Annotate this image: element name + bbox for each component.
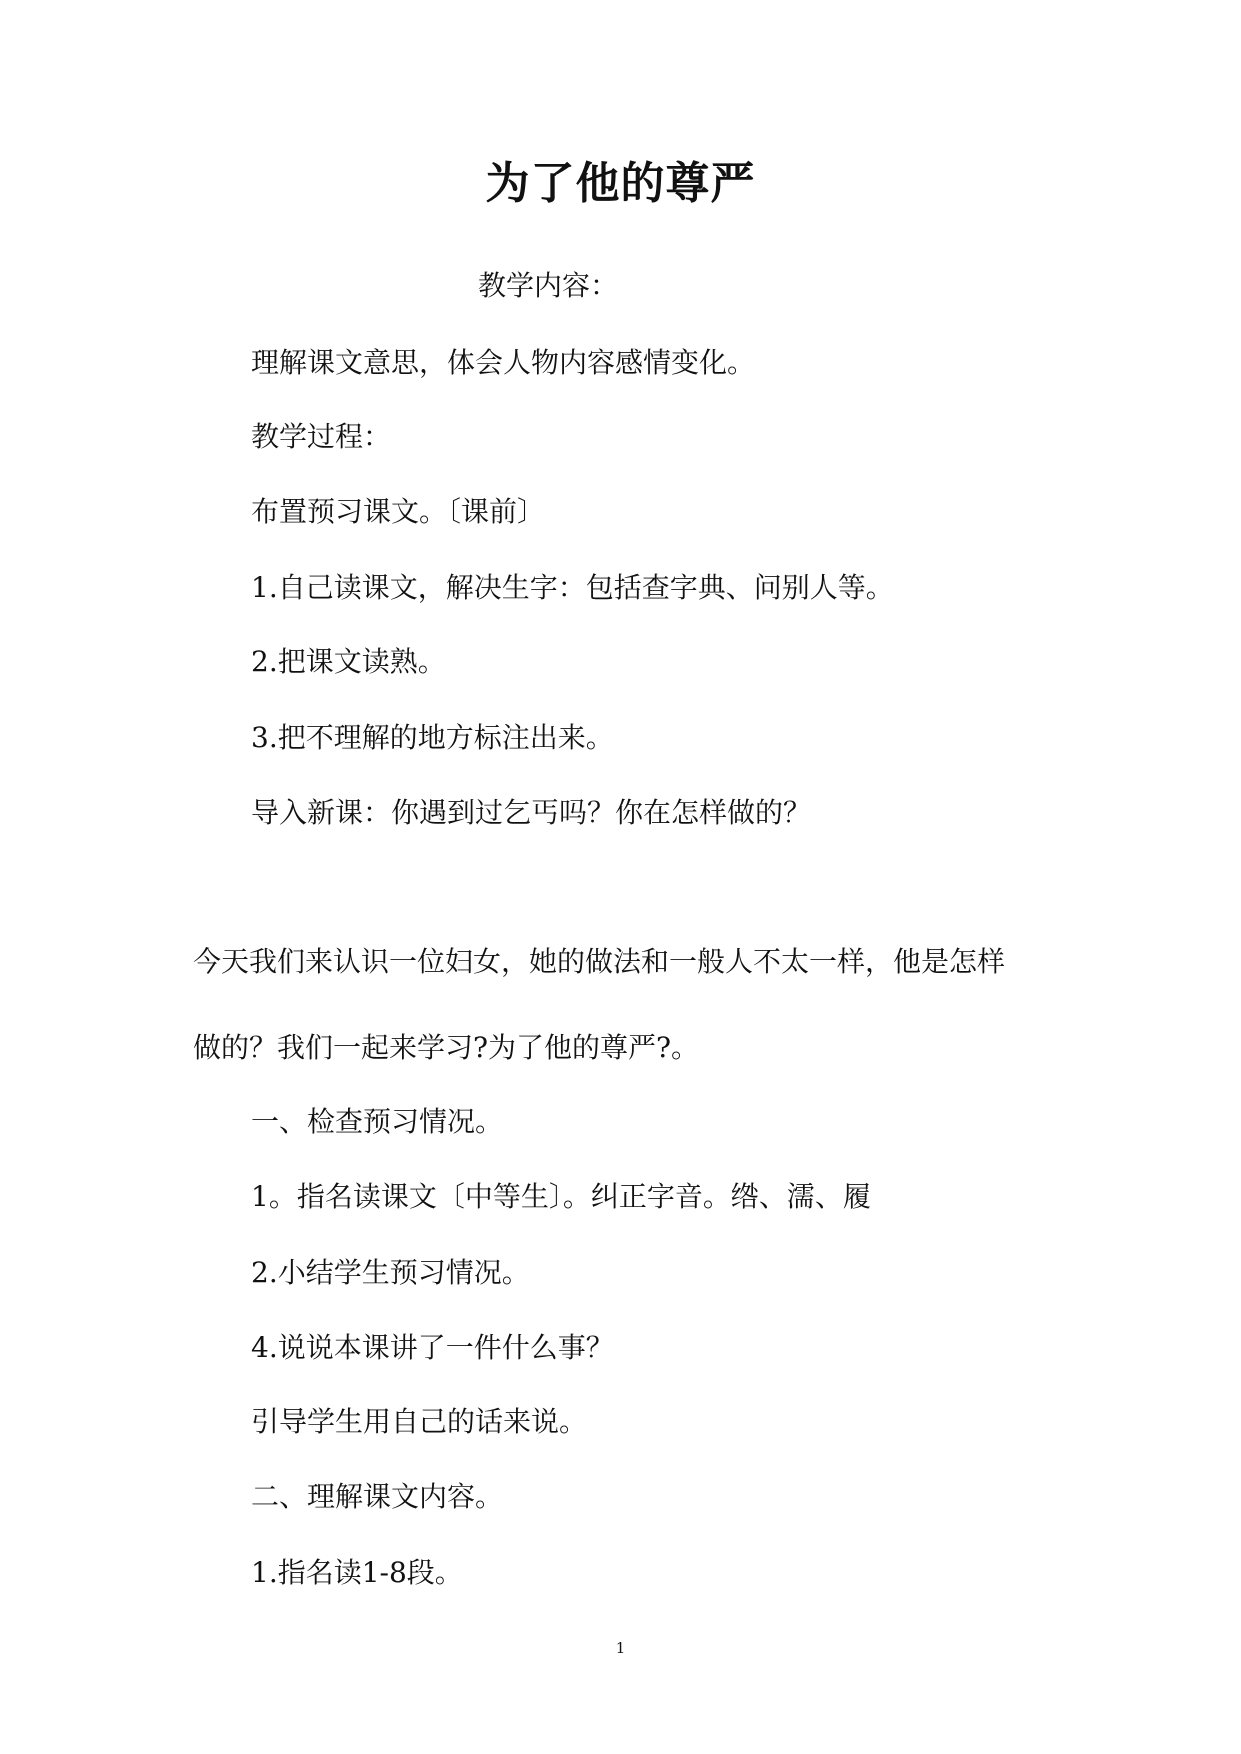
paragraph-line: 理解课文意思，体会人物内容感情变化。	[251, 346, 756, 379]
paragraph-line: 做的？我们一起来学习?为了他的尊严?。	[193, 1031, 700, 1064]
paragraph-line: 1.指名读1-8段。	[251, 1556, 463, 1589]
paragraph-line: 导入新课：你遇到过乞丐吗？你在怎样做的？	[251, 796, 812, 829]
section-label: 教学内容：	[478, 269, 619, 302]
paragraph-line: 4.说说本课讲了一件什么事？	[251, 1331, 614, 1364]
paragraph-line: 教学过程：	[251, 420, 392, 453]
paragraph-line: 3.把不理解的地方标注出来。	[251, 721, 614, 754]
paragraph-line: 今天我们来认识一位妇女，她的做法和一般人不太一样，他是怎样	[193, 945, 1006, 978]
paragraph-line: 1。指名读课文〔中等生〕。纠正字音。绺、濡、履	[251, 1180, 871, 1213]
paragraph-line: 2.小结学生预习情况。	[251, 1256, 530, 1289]
document-title: 为了他的尊严	[485, 158, 756, 209]
paragraph-line: 一、检查预习情况。	[251, 1105, 504, 1138]
page-number: 1	[615, 1639, 626, 1657]
paragraph-line: 二、理解课文内容。	[251, 1480, 504, 1513]
paragraph-line: 引导学生用自己的话来说。	[251, 1405, 588, 1438]
paragraph-line: 1.自己读课文，解决生字：包括查字典、问别人等。	[251, 571, 894, 604]
paragraph-line: 2.把课文读熟。	[251, 645, 446, 678]
paragraph-line: 布置预习课文。〔课前〕	[251, 495, 546, 528]
